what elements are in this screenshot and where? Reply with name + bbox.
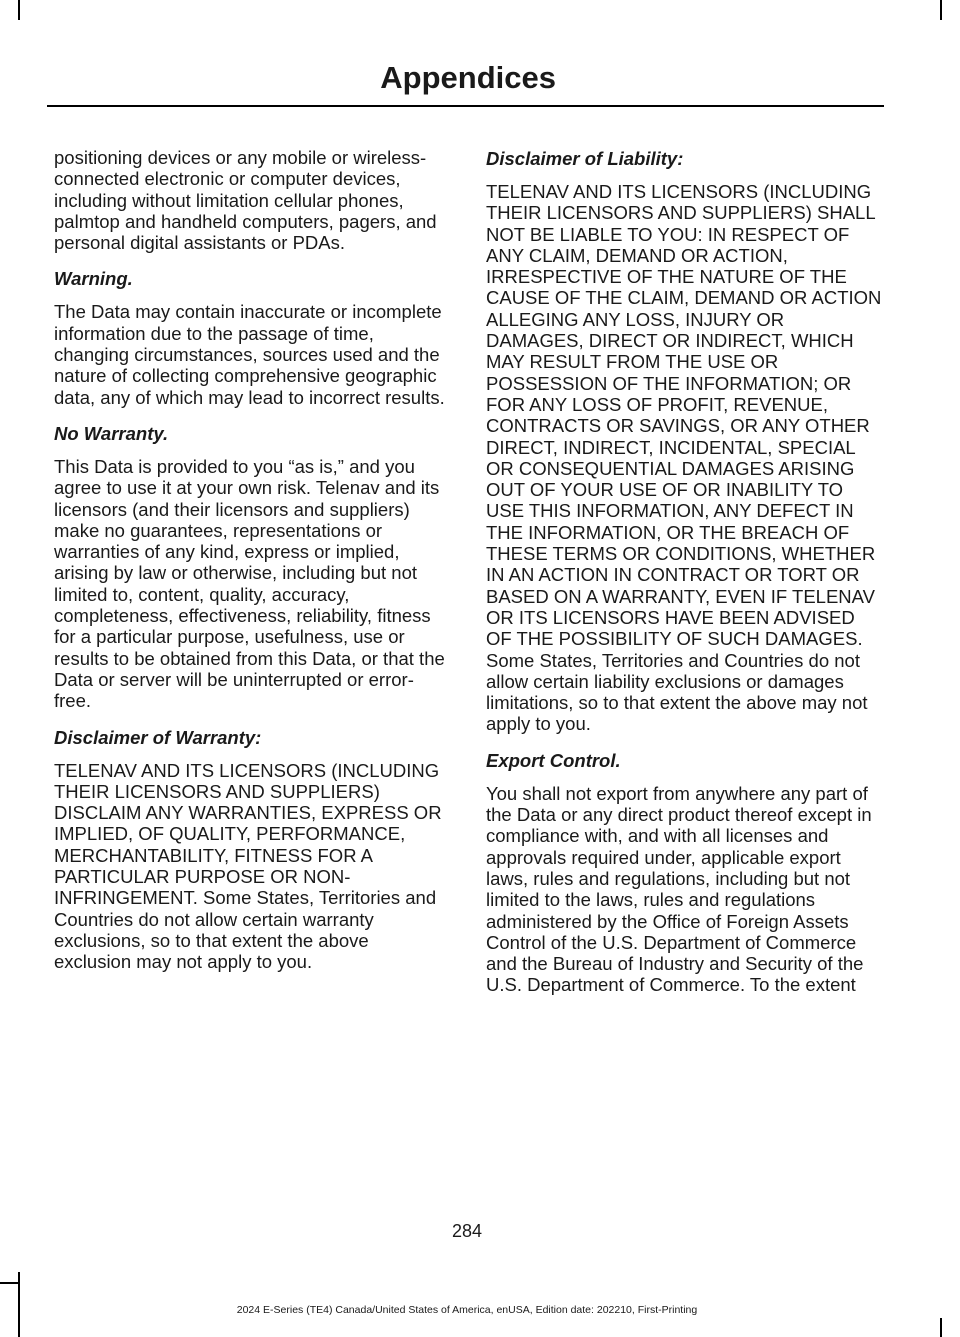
body-paragraph: positioning devices or any mobile or wireless-connected electronic or computer devices, including without limitation cellular phones, palmtop and handheld computers, pagers, and personal digital assistants or PDAs. bbox=[54, 147, 437, 254]
crop-mark-bottom-right bbox=[940, 1318, 942, 1337]
header-rule bbox=[47, 105, 884, 107]
page-title: Appendices bbox=[380, 60, 556, 95]
crop-mark-top-left bbox=[18, 0, 20, 20]
body-paragraph: You shall not export from anywhere any part of the Data or any direct product thereof except in compliance with, and with all licenses and approvals required under, applicable export laws, rules and regulations, including but not limited to the laws, rules and regulations administered by the Office of Foreign Assets Control of the U.S. Department of Commerce and the Bureau of Industry and Security of the U.S. Department of Commerce. To the extent bbox=[486, 782, 872, 996]
body-paragraph: TELENAV AND ITS LICENSORS (INCLUDING THEIR LICENSORS AND SUPPLIERS) DISCLAIM ANY WARRANTIES, EXPRESS OR IMPLIED, OF QUALITY, PERFORMANCE, MERCHANTABILITY, FITNESS FOR A PARTICULAR PURPOSE OR NON-INFRINGEMENT. Some States, Territories and Countries do not allow certain warranty exclusions, so to that extent the above exclusion may not apply to you. bbox=[54, 759, 442, 973]
section-heading: Disclaimer of Liability: bbox=[486, 148, 684, 169]
left-column bbox=[54, 147, 450, 987]
edition-line: 2024 E-Series (TE4) Canada/United States of America, enUSA, Edition date: 202210, First-Printing bbox=[236, 1304, 698, 1316]
right-column bbox=[486, 147, 882, 1010]
section-heading: No Warranty. bbox=[54, 422, 169, 444]
crop-mark-bottom-left-h bbox=[0, 1282, 18, 1284]
body-paragraph: TELENAV AND ITS LICENSORS (INCLUDING THEIR LICENSORS AND SUPPLIERS) SHALL NOT BE LIABLE TO YOU: IN RESPECT OF ANY CLAIM, DEMAND OR ACTION, IRRESPECTIVE OF THE NATURE OF THE CAUSE OF THE CLAIM, DEMAND OR ACTION ALLEGING ANY LOSS, INJURY OR DAMAGES, DIRECT OR INDIRECT, WHICH MAY RESULT FROM THE USE OR POSSESSION OF THE INFORMATION; OR FOR ANY LOSS OF PROFIT, REVENUE, CONTRACTS OR SAVINGS, OR ANY OTHER DIRECT, INDIRECT, INCIDENTAL, SPECIAL OR CONSEQUENTIAL DAMAGES ARISING OUT OF YOUR USE OF OR INABILITY TO USE THIS INFORMATION, ANY DEFECT IN THE INFORMATION, OR THE BREACH OF THESE TERMS OR CONDITIONS, WHETHER IN AN ACTION IN CONTRACT OR TORT OR BASED ON A WARRANTY, EVEN IF TELENAV OR ITS LICENSORS HAVE BEEN ADVISED OF THE POSSIBILITY OF SUCH DAMAGES. Some States, Territories and Countries do not allow certain liability exclusions or damages limitations, so to that extent the above may not apply to you. bbox=[486, 181, 882, 735]
body-paragraph: The Data may contain inaccurate or incomplete information due to the passage of time, changing circumstances, sources used and the nature of collecting comprehensive geographic data, any of which may lead to incorrect results. bbox=[54, 301, 445, 408]
body-paragraph: This Data is provided to you “as is,” and you agree to use it at your own risk. Telenav and its licensors (and their licensors and suppliers) make no guarantees, representations or warranties of any kind, express or implied, arising by law or otherwise, including but not limited to, content, quality, accuracy, completeness, effectiveness, reliability, fitness for a particular purpose, usefulness, use or results to be obtained from this Data, or that the Data or server will be uninterrupted or error-free. bbox=[54, 455, 445, 712]
section-heading: Warning. bbox=[54, 268, 133, 290]
section-heading: Export Control. bbox=[486, 749, 621, 771]
page-number: 284 bbox=[451, 1221, 483, 1241]
section-heading: Disclaimer of Warranty: bbox=[54, 726, 262, 748]
crop-mark-top-right bbox=[940, 0, 942, 20]
